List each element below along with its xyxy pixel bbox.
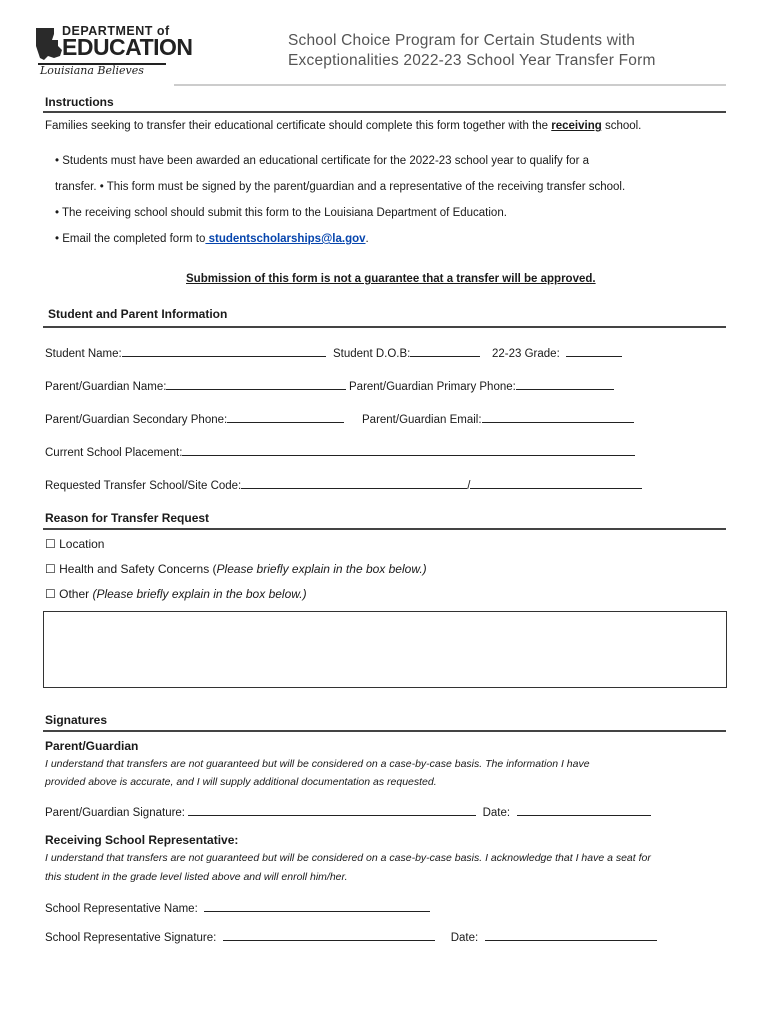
- parent-primary-phone-field: [349, 377, 614, 393]
- student-dob-field: [333, 344, 480, 360]
- student-dob-input[interactable]: [410, 344, 480, 357]
- student-info-rule: [43, 326, 726, 328]
- grade-field: [492, 344, 622, 360]
- parent-date-label: Date:: [482, 807, 511, 819]
- bullet-email-suffix: .: [365, 233, 369, 245]
- site-code-input[interactable]: [470, 476, 642, 489]
- signatures-rule: [43, 730, 726, 732]
- parent-guardian-heading: Parent/Guardian: [45, 739, 139, 753]
- parent-statement-line2: provided above is accurate, and I will supply additional documentation as requested.: [45, 776, 437, 788]
- header-rule: [174, 84, 726, 86]
- requested-transfer-label: Requested Transfer School/Site Code:: [45, 480, 242, 492]
- health-label: Health and Safety Concerns (: [59, 562, 217, 576]
- student-name-field: [45, 344, 326, 360]
- other-label: Other: [59, 587, 93, 601]
- parent-primary-phone-label: Parent/Guardian Primary Phone:: [349, 381, 516, 393]
- email-link[interactable]: studentscholarships@la.gov: [205, 233, 366, 245]
- reason-heading: Reason for Transfer Request: [45, 511, 210, 525]
- bullet-email: [55, 233, 369, 245]
- parent-secondary-phone-label: Parent/Guardian Secondary Phone:: [45, 414, 228, 426]
- student-name-label: Student Name:: [45, 348, 122, 360]
- parent-name-input[interactable]: [166, 377, 346, 390]
- current-placement-label: Current School Placement:: [45, 447, 183, 459]
- school-code-separator: /: [467, 480, 471, 492]
- bullet-submit: • The receiving school should submit this form to the Louisiana Department of Education.: [55, 207, 507, 219]
- guarantee-notice: Submission of this form is not a guarantee that a transfer will be approved.: [186, 273, 596, 285]
- rep-date-input[interactable]: [485, 928, 657, 941]
- other-note: (Please briefly explain in the box below.): [92, 587, 307, 601]
- instructions-intro: [45, 120, 641, 132]
- form-title: [288, 31, 656, 71]
- parent-date-input[interactable]: [517, 803, 651, 816]
- grade-label: 22-23 Grade:: [492, 348, 560, 360]
- other-checkbox[interactable]: ☐: [45, 587, 56, 601]
- student-name-input[interactable]: [122, 344, 326, 357]
- rep-signature-field: [45, 928, 657, 944]
- parent-statement-line1: I understand that transfers are not guaranteed but will be considered on a case-by-case basis. The information I have: [45, 758, 590, 770]
- parent-email-label: Parent/Guardian Email:: [362, 414, 482, 426]
- intro-emphasis: receiving: [551, 120, 602, 132]
- instructions-heading: Instructions: [45, 95, 114, 109]
- student-dob-label: Student D.O.B:: [333, 348, 411, 360]
- option-other[interactable]: [45, 587, 307, 601]
- location-label: Location: [59, 537, 105, 551]
- intro-text-end: school.: [601, 120, 642, 132]
- reason-rule: [43, 528, 726, 530]
- form-title-line1: School Choice Program for Certain Students with: [288, 32, 636, 49]
- parent-email-input[interactable]: [482, 410, 634, 423]
- louisiana-state-icon: [34, 26, 64, 64]
- parent-primary-phone-input[interactable]: [516, 377, 614, 390]
- rep-heading: Receiving School Representative:: [45, 833, 239, 847]
- parent-name-label: Parent/Guardian Name:: [45, 381, 167, 393]
- requested-school-input[interactable]: [241, 476, 467, 489]
- health-checkbox[interactable]: ☐: [45, 562, 56, 576]
- location-checkbox[interactable]: ☐: [45, 537, 56, 551]
- rep-statement-line1: I understand that transfers are not guaranteed but will be considered on a case-by-case basis. I acknowledge that I have a seat for: [45, 852, 651, 864]
- rep-statement-line2: this student in the grade level listed above and will enroll him/her.: [45, 871, 348, 883]
- current-placement-input[interactable]: [182, 443, 635, 456]
- current-placement-field: [45, 443, 635, 459]
- logo-tagline: Louisiana Believes: [40, 64, 144, 77]
- intro-text: Families seeking to transfer their educational certificate should complete this form together with the: [45, 120, 552, 132]
- grade-input[interactable]: [566, 344, 622, 357]
- bullet-email-prefix: • Email the completed form to: [55, 233, 206, 245]
- bullet-certificate: • Students must have been awarded an educational certificate for the 2022-23 school year to qualify for a: [55, 155, 589, 167]
- rep-name-input[interactable]: [204, 899, 430, 912]
- parent-email-field: [362, 410, 634, 426]
- parent-signature-input[interactable]: [188, 803, 476, 816]
- logo-department-text: DEPARTMENT of: [62, 24, 170, 38]
- instructions-rule: [43, 111, 726, 113]
- parent-secondary-phone-input[interactable]: [227, 410, 344, 423]
- rep-date-label: Date:: [450, 932, 479, 944]
- option-health-safety[interactable]: [45, 562, 427, 576]
- health-note: Please briefly explain in the box below.): [216, 562, 427, 576]
- bullet-signature: transfer. • This form must be signed by the parent/guardian and a representative of the receiving transfer school.: [55, 181, 626, 193]
- explanation-textbox[interactable]: [43, 611, 727, 688]
- rep-signature-input[interactable]: [223, 928, 435, 941]
- signatures-heading: Signatures: [45, 713, 108, 727]
- option-location[interactable]: [45, 537, 104, 551]
- parent-signature-label: Parent/Guardian Signature:: [45, 807, 186, 819]
- ldoe-logo: [34, 22, 193, 78]
- logo-education-text: EDUCATION: [62, 34, 193, 60]
- rep-name-label: School Representative Name:: [45, 903, 198, 915]
- parent-name-field: [45, 377, 346, 393]
- rep-name-field: [45, 899, 430, 915]
- rep-signature-label: School Representative Signature:: [45, 932, 217, 944]
- student-info-heading: Student and Parent Information: [48, 307, 228, 321]
- requested-transfer-field: [45, 476, 642, 492]
- parent-signature-field: [45, 803, 651, 819]
- parent-secondary-phone-field: [45, 410, 344, 426]
- form-title-line2: Exceptionalities 2022-23 School Year Transfer Form: [288, 52, 656, 69]
